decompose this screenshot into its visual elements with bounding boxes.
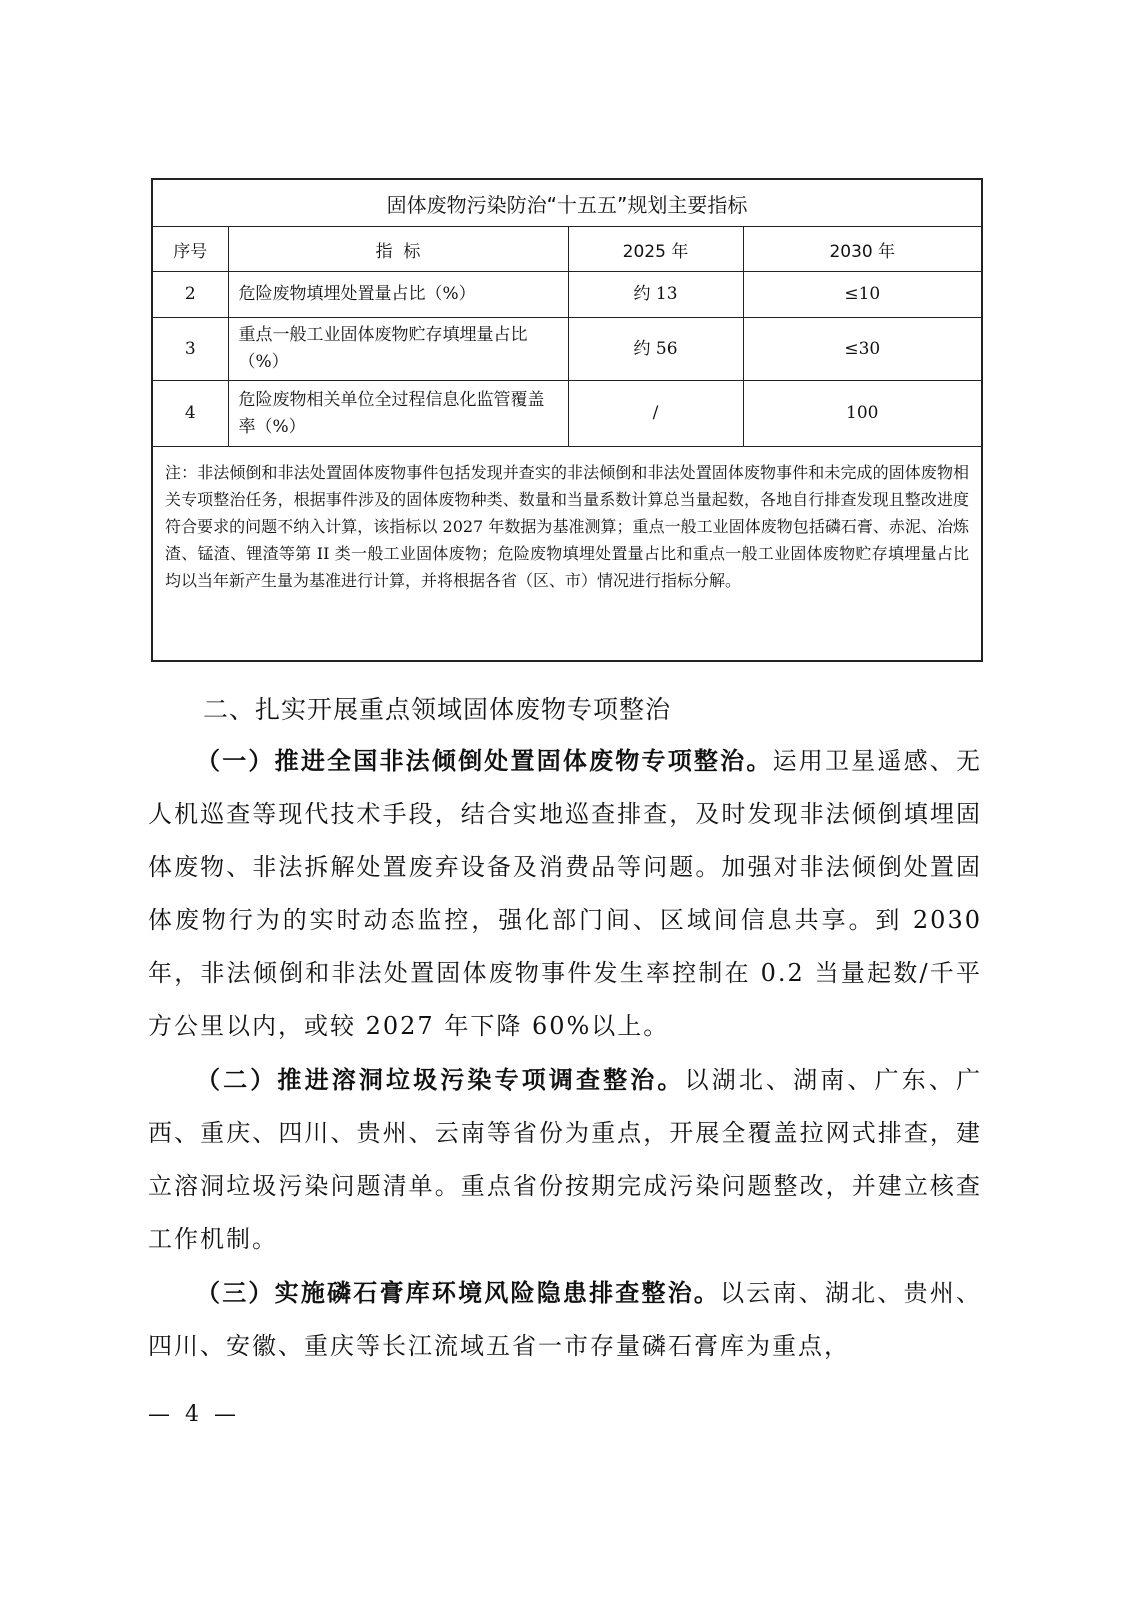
body-text	[148, 734, 982, 1373]
row-indicator: 重点一般工业固体废物贮存填埋量占比（%）	[228, 318, 568, 381]
row-no: 3	[152, 318, 228, 381]
row-indicator: 危险废物填埋处置量占比（%）	[228, 272, 568, 318]
paragraph	[148, 1053, 982, 1266]
row-indicator: 危险废物相关单位全过程信息化监管覆盖率（%）	[228, 381, 568, 447]
table-row	[152, 381, 982, 447]
paragraph-lead: （三）实施磷石膏库环境风险隐患排查整治。	[196, 1278, 721, 1307]
row-value-2025: /	[568, 381, 743, 447]
paragraph-lead: （二）推进溶洞垃圾污染专项调查整治。	[196, 1065, 685, 1094]
table-caption: 固体废物污染防治“十五五”规划主要指标	[152, 179, 982, 227]
header-no: 序号	[152, 227, 228, 272]
row-value-2025: 约 13	[568, 272, 743, 318]
paragraph-text: 以云南、湖北、贵州、四川、安徽、重庆等长江流域五省一市存量磷石膏库为重点，	[148, 1279, 983, 1360]
paragraph-text: 运用卫星遥感、无人机巡查等现代技术手段，结合实地巡查排查，及时发现非法倾倒填埋固体废物、非法拆解处置废弃设备及消费品等问题。加强对非法倾倒处置固体废物行为的实时动态监控，强化部门间、区域间信息共享。到 2030 年，非法倾倒和非法处置固体废物事件发生率控制在 0.2 当量起数/千平方公里以内，或较 2027 年下降 60%以上。	[148, 747, 983, 1040]
header-2030: 2030 年	[743, 227, 982, 272]
row-value-2025: 约 56	[568, 318, 743, 381]
table-row	[152, 272, 982, 318]
table-note: 注：非法倾倒和非法处置固体废物事件包括发现并查实的非法倾倒和非法处置固体废物事件和未完成的固体废物相关专项整治任务，根据事件涉及的固体废物种类、数量和当量系数计算总当量起数，各地自行排查发现且整改进度符合要求的问题不纳入计算，该指标以 2027 年数据为基准测算；重点一般工业固体废物包括磷石膏、赤泥、冶炼渣、锰渣、锂渣等第 II 类一般工业固体废物；危险废物填埋处置量占比和重点一般工业固体废物贮存填埋量占比均以当年新产生量为基准进行计算，并将根据各省（区、市）情况进行指标分解。	[152, 447, 982, 662]
row-no: 4	[152, 381, 228, 447]
page-number: — 4 —	[148, 1402, 240, 1427]
header-2025: 2025 年	[568, 227, 743, 272]
table-row	[152, 318, 982, 381]
paragraph	[148, 734, 982, 1053]
row-value-2030: ≤30	[743, 318, 982, 381]
paragraph	[148, 1266, 982, 1373]
header-indicator: 指 标	[228, 227, 568, 272]
row-no: 2	[152, 272, 228, 318]
row-value-2030: 100	[743, 381, 982, 447]
row-value-2030: ≤10	[743, 272, 982, 318]
paragraph-lead: （一）推进全国非法倾倒处置固体废物专项整治。	[196, 746, 773, 775]
paragraph-text: 以湖北、湖南、广东、广西、重庆、四川、贵州、云南等省份为重点，开展全覆盖拉网式排查，建立溶洞垃圾污染问题清单。重点省份按期完成污染问题整改，并建立核查工作机制。	[148, 1066, 983, 1253]
indicator-table	[151, 178, 983, 662]
table-header-row	[152, 227, 982, 272]
section-heading: 二、扎实开展重点领域固体废物专项整治	[203, 695, 672, 724]
